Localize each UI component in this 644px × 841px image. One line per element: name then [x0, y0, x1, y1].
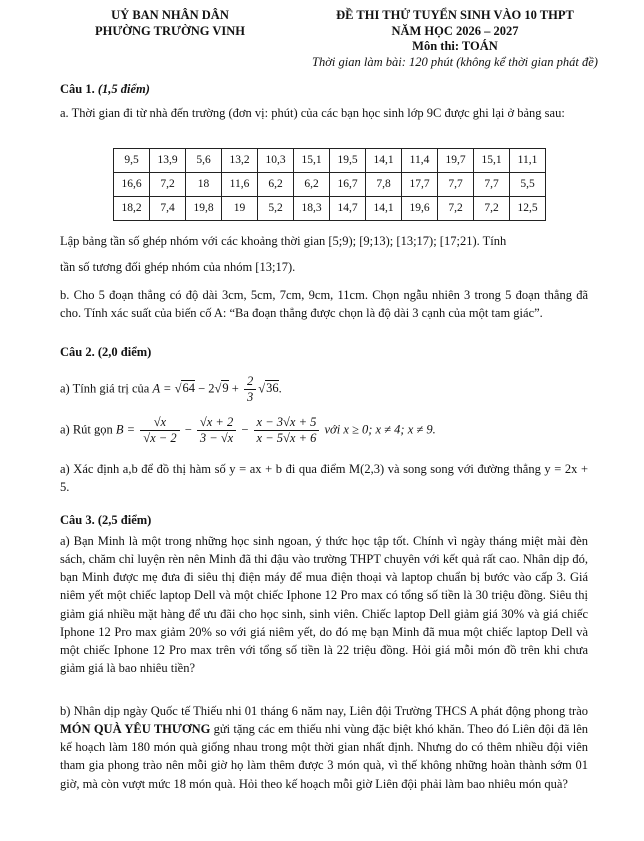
table-cell: 6,2 — [258, 173, 294, 197]
question-3b-text-part-1: b) Nhân dịp ngày Quốc tế Thiếu nhi 01 tháng 6 năm nay, Liên đội Trường THCS A phát động phong trào — [60, 704, 588, 718]
table-cell: 7,2 — [150, 173, 186, 197]
sqrt-9: 9 — [222, 381, 229, 396]
table-row — [114, 197, 546, 221]
question-3b-text-part-2: gửi tặng các em thiếu nhi vùng đặc biệt khó khăn. Theo đó Liên đội đã lên kế hoạch làm 180 món quà giống nhau trong một thời gian nhất định. Nhưng do có thêm nhiều đội viên tham gia phong trào nên mỗi giờ họ làm thêm được 3 món quà, vì thế không những hoàn thành sớm 01 giờ, mà còn vượt mức 18 món quà. Hỏi theo kế hoạch mỗi giờ Liên đội phải làm bao nhiêu món quà? — [60, 722, 588, 791]
table-cell: 5,5 — [510, 173, 546, 197]
table-cell: 11,1 — [510, 149, 546, 173]
fraction-1-denominator: √x − 2 — [143, 431, 177, 445]
fraction-3 — [254, 415, 320, 446]
question-3-title: Câu 3. (2,5 điểm) — [60, 513, 152, 527]
expr-plus: + — [228, 381, 242, 396]
table-row — [114, 149, 546, 173]
exam-subject: Môn thi: TOÁN — [412, 39, 498, 54]
table-cell: 19,7 — [438, 149, 474, 173]
header-exam-info — [290, 8, 620, 71]
question-3b-text — [60, 702, 588, 793]
exam-year: NĂM HỌC 2026 – 2027 — [391, 23, 519, 38]
table-cell: 7,4 — [150, 197, 186, 221]
table-cell: 19,6 — [402, 197, 438, 221]
question-1a-text: a. Thời gian đi từ nhà đến trường (đơn vị: phút) của các bạn học sinh lớp 9C được ghi lại ở bảng sau: — [60, 106, 565, 120]
table-cell: 18,3 — [294, 197, 330, 221]
question-1a-task-line-2: tần số tương đối ghép nhóm của nhóm [13;17). — [60, 260, 296, 274]
table-cell: 7,2 — [474, 197, 510, 221]
table-cell: 7,8 — [366, 173, 402, 197]
expr-end: . — [278, 381, 282, 396]
table-cell: 5,6 — [186, 149, 222, 173]
question-1a-task-line-1: Lập bảng tần số ghép nhóm với các khoảng thời gian [5;9); [9;13); [13;17); [17;21). Tính — [60, 234, 507, 248]
table-cell: 7,7 — [438, 173, 474, 197]
table-cell: 19,5 — [330, 149, 366, 173]
table-cell: 10,3 — [258, 149, 294, 173]
question-1-heading — [60, 80, 150, 98]
exam-time: Thời gian làm bài: 120 phút (không kể thời gian phát đề) — [312, 54, 598, 69]
expr-minus: − 2 — [194, 381, 215, 396]
table-cell: 15,1 — [294, 149, 330, 173]
table-cell: 19 — [222, 197, 258, 221]
question-2a2-prefix: a) Rút gọn — [60, 422, 113, 437]
fraction-2-denominator: 3 − √x — [199, 431, 234, 445]
fraction-3-numerator: x − 3√x + 5 — [254, 415, 320, 431]
expr-b-lhs: B = — [115, 422, 139, 437]
table-cell: 13,2 — [222, 149, 258, 173]
time-data-table — [113, 148, 546, 221]
table-cell: 7,2 — [438, 197, 474, 221]
question-2a3-text: a) Xác định a,b để đồ thị hàm số y = ax + b đi qua điểm M(2,3) và song song với đường thẳng y = 2x + 5. — [60, 462, 588, 495]
domain-condition: với x ≥ 0; x ≠ 4; x ≠ 9. — [324, 422, 436, 437]
table-cell: 16,6 — [114, 173, 150, 197]
table-cell: 11,4 — [402, 149, 438, 173]
table-cell: 11,6 — [222, 173, 258, 197]
table-cell: 5,2 — [258, 197, 294, 221]
table-cell: 14,1 — [366, 197, 402, 221]
table-cell: 6,2 — [294, 173, 330, 197]
table-cell: 16,7 — [330, 173, 366, 197]
fraction-1-numerator: √x — [140, 415, 179, 431]
exam-title: ĐỀ THI THỬ TUYỂN SINH VÀO 10 THPT — [336, 8, 574, 22]
fraction-2-numerator: √x + 2 — [197, 415, 236, 431]
question-2a1-line: a) Tính giá trị của A = √64 − 2√9 + $\frac{2}{3}$ √36. — [60, 374, 282, 404]
campaign-name: MÓN QUÀ YÊU THƯƠNG — [60, 722, 211, 737]
fraction-2 — [197, 415, 236, 446]
table-cell: 13,9 — [150, 149, 186, 173]
table-row — [114, 173, 546, 197]
question-2-title: Câu 2. (2,0 điểm) — [60, 345, 152, 359]
table-cell: 12,5 — [510, 197, 546, 221]
table-cell: 14,7 — [330, 197, 366, 221]
table-cell: 17,7 — [402, 173, 438, 197]
fraction-3-denominator: x − 5√x + 6 — [256, 431, 317, 445]
header-organization — [70, 8, 270, 39]
table-cell: 18,2 — [114, 197, 150, 221]
fraction-numerator: 2 — [244, 374, 256, 390]
question-2a1-prefix: a) Tính giá trị của — [60, 381, 150, 396]
table-cell: 14,1 — [366, 149, 402, 173]
table-cell: 18 — [186, 173, 222, 197]
table-cell: 19,8 — [186, 197, 222, 221]
question-1-points: (1,5 điểm) — [97, 82, 150, 96]
expr-a-lhs: A = — [152, 381, 175, 396]
table-cell: 7,7 — [474, 173, 510, 197]
question-1-title: Câu 1. — [60, 82, 95, 96]
sqrt-36: 36 — [266, 381, 279, 396]
table-cell: 15,1 — [474, 149, 510, 173]
table-cell: 9,5 — [114, 149, 150, 173]
org-line-2: PHƯỜNG TRƯỜNG VINH — [94, 23, 245, 38]
org-line-1: UỶ BAN NHÂN DÂN — [111, 8, 229, 22]
sqrt-64: 64 — [182, 381, 195, 396]
question-2a2-line: a) Rút gọn B = $\frac{√x}{√x - 2}$ − $\frac{√x + 2}{3 - √x}$ − $\frac{x - 3√x + 5}{x - 5√x + 6}$ với x ≥ 0; x ≠ 4; x ≠ 9. — [60, 415, 436, 445]
fraction-denominator: 3 — [246, 390, 254, 404]
fraction-two-thirds — [244, 374, 256, 405]
question-3a-text: a) Bạn Minh là một trong những học sinh ngoan, ý thức học tập tốt. Chính vì ngày tháng miệt mài đèn sách, chăm chỉ luyện rèn nên Minh đã thi đậu vào trường THPT chuyên với kết quả rất cao. Nhân dịp đó, bạn Minh được mẹ đưa đi siêu thị điện máy để mua điện thoại và laptop chuẩn bị bước vào cấp 3. Giá niêm yết một chiếc laptop Dell và một chiếc Iphone 12 Pro max có tổng số tiền là 30 triệu đồng. Siêu thị giảm giá nhiều mặt hàng để ưu đãi cho học sinh, sinh viên. Chiếc laptop Dell giảm giá 30% và giá chiếc Iphone 12 Pro max giảm 20% so với giá niêm yết, do đó mẹ bạn Minh đã mua một chiếc laptop Dell và một chiếc Iphone 12 Pro max trên với tổng số tiền là 22 triệu đồng. Hỏi giá mỗi món đồ trên khi chưa giảm giá là bao nhiêu tiền? — [60, 534, 588, 675]
fraction-1 — [140, 415, 179, 446]
question-1b-text: b. Cho 5 đoạn thẳng có độ dài 3cm, 5cm, 7cm, 9cm, 11cm. Chọn ngẫu nhiên 3 trong 5 đoạn thẳng đã cho. Tính xác suất của biến cố A: “Ba đoạn thẳng được chọn là độ dài 3 cạnh của một tam giác”. — [60, 288, 588, 321]
